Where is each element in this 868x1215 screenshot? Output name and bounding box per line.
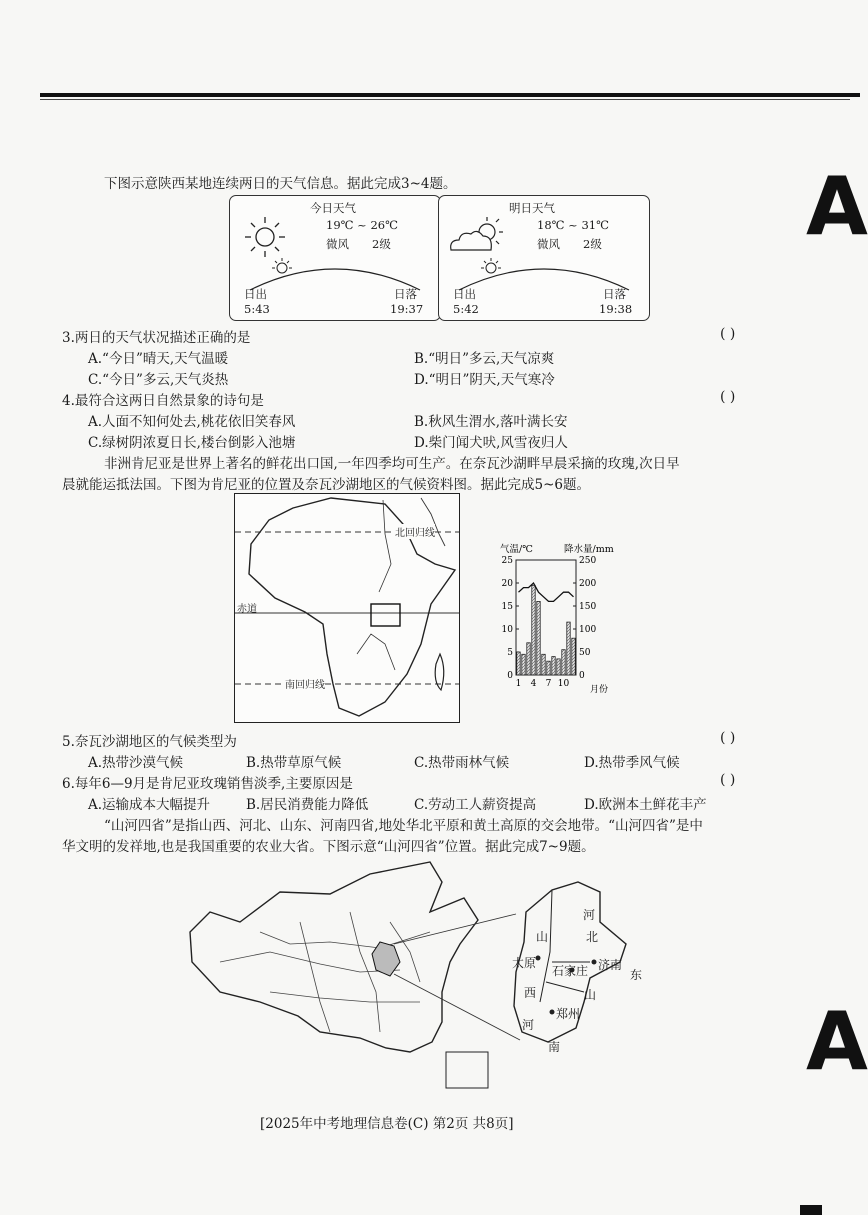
precipitation-bar [572,638,575,675]
label-zhengzhou: 郑州 [556,1007,581,1021]
label-shijiazhuang: 石家庄 [552,964,589,978]
label-shan: 山 [536,930,549,944]
kenya-highlight-box [371,604,400,626]
corner-block [800,1205,822,1215]
weather-title: 今日天气 [310,201,356,215]
precipitation-bar [557,659,560,675]
header-rule [40,93,860,97]
q6-option-c[interactable]: C.劳动工人薪资提高 [414,797,537,813]
q4-option-b[interactable]: B.秋风生渭水,落叶满长安 [414,414,568,430]
q5-option-a[interactable]: A.热带沙漠气候 [88,755,184,771]
intro-shanhe-line1: “山河四省”是指山西、河北、山东、河南四省,地处华北平原和黄土高原的交会地带。“山河四省”是中 [104,818,703,834]
weather-temp: 18℃ ~ 31℃ [537,218,609,232]
partly-cloudy-icon [445,214,509,258]
label-xi: 西 [524,986,537,1000]
tropic-south-label: 南回归线 [285,676,325,691]
weather-wind: 微风 [537,237,560,251]
y-left-tick: 5 [507,648,513,658]
y-left-tick: 0 [507,671,513,681]
precipitation-bar [547,661,550,675]
question-5-stem: 5.奈瓦沙湖地区的气候类型为 [62,734,237,750]
precipitation-bar [537,601,540,675]
y-left-tick: 10 [501,625,513,635]
weather-card-tomorrow [438,195,650,321]
question-3-stem: 3.两日的天气状况描述正确的是 [62,330,251,346]
africa-map [234,493,460,723]
q3-option-a[interactable]: A.“今日”晴天,天气温暖 [88,351,229,367]
precipitation-bar [562,650,565,675]
q3-option-b[interactable]: B.“明日”多云,天气凉爽 [414,351,555,367]
page-footer: [2025年中考地理信息卷(C) 第2页 共8页] [260,1116,514,1132]
weather-title: 明日天气 [509,201,555,215]
precipitation-bar [532,585,535,675]
pointer-line-top [394,914,516,944]
weather-card-today [229,195,441,321]
sunrise-time: 5:42 [453,302,479,316]
weather-level: 2级 [583,237,602,251]
label-he-bei: 河 [583,908,596,922]
y-right-tick: 50 [579,648,591,658]
y-left-tick: 20 [501,579,513,589]
y-right-tick: 150 [579,602,597,612]
side-letter-bottom: A [806,995,868,1088]
sunrise-label: 日出 [244,287,267,301]
intro-weather: 下图示意陕西某地连续两日的天气信息。据此完成3~4题。 [104,176,457,192]
weather-wind: 微风 [326,237,349,251]
x-tick: 1 [515,679,522,689]
label-he-nan: 河 [522,1018,535,1032]
y-right-tick: 200 [579,579,597,589]
precipitation-bar [567,622,570,675]
precipitation-bar [517,652,520,675]
sunrise-label: 日出 [453,287,476,301]
header-rule-thin [40,99,850,100]
chart-ylabel-right: 降水量/mm [564,544,614,555]
label-bei: 北 [586,930,599,944]
precipitation-bar [542,654,545,675]
equator-label: 赤道 [237,604,257,615]
china-outline [190,862,478,1052]
q4-option-d[interactable]: D.柴门闻犬吠,风雪夜归人 [414,435,568,451]
label-jinan: 济南 [598,958,623,972]
question-6-answer-blank[interactable]: ( ) [720,772,736,788]
sunrise-time: 5:43 [244,302,270,316]
label-dong: 东 [630,968,643,982]
side-letter-top: A [806,160,868,253]
sunset-label: 日落 [394,287,417,301]
climate-chart [494,540,616,700]
x-tick: 10 [557,679,570,689]
question-4-stem: 4.最符合这两日自然景象的诗句是 [62,393,264,409]
y-left-tick: 25 [501,556,513,566]
y-right-tick: 100 [579,625,597,635]
label-nan: 南 [548,1040,561,1054]
y-left-tick: 15 [501,602,513,612]
pointer-line-bottom [394,974,520,1040]
y-right-tick: 250 [579,556,597,566]
q3-option-d[interactable]: D.“明日”阴天,天气寒冷 [414,372,555,388]
question-5-answer-blank[interactable]: ( ) [720,730,736,746]
precipitation-bar [527,643,530,675]
chart-xlabel: 月份 [590,685,609,695]
question-4-answer-blank[interactable]: ( ) [720,389,736,405]
weather-level: 2级 [372,237,391,251]
q4-option-a[interactable]: A.人面不知何处去,桃花依旧笑春风 [88,414,296,430]
weather-temp: 19℃ ~ 26℃ [326,218,398,232]
tropic-north-label: 北回归线 [395,524,435,539]
intro-kenya-line2: 晨就能运抵法国。下图为肯尼亚的位置及奈瓦沙湖地区的气候资料图。据此完成5~6题。 [62,477,590,493]
sunset-time: 19:37 [390,302,424,316]
q5-option-d[interactable]: D.热带季风气候 [584,755,680,771]
chart-ylabel-left: 气温/℃ [500,544,533,555]
y-right-tick: 0 [579,671,585,681]
temperature-curve [519,583,574,601]
madagascar [435,654,444,690]
question-3-answer-blank[interactable]: ( ) [720,326,736,342]
q6-option-a[interactable]: A.运输成本大幅提升 [88,797,211,813]
label-taiyuan: 太原 [512,956,537,970]
x-tick: 7 [545,679,552,689]
q5-option-c[interactable]: C.热带雨林气候 [414,755,510,771]
intro-kenya-line1: 非洲肯尼亚是世界上著名的鲜花出口国,一年四季均可生产。在奈瓦沙湖畔早晨采摘的玫瑰,次日早 [104,456,680,472]
label-shan-sd: 山 [584,988,597,1002]
q6-option-b[interactable]: B.居民消费能力降低 [246,797,369,813]
x-tick: 4 [530,679,537,689]
intro-shanhe-line2: 华文明的发祥地,也是我国重要的农业大省。下图示意“山河四省”位置。据此完成7~9题。 [62,839,595,855]
q5-option-b[interactable]: B.热带草原气候 [246,755,342,771]
precipitation-bar [522,654,525,675]
south-china-sea-inset [446,1052,488,1088]
q3-option-c[interactable]: C.“今日”多云,天气炎热 [88,372,229,388]
sunset-label: 日落 [603,287,626,301]
precipitation-bar [552,657,555,675]
question-6-stem: 6.每年6—9月是肯尼亚玫瑰销售淡季,主要原因是 [62,776,353,792]
q6-option-d[interactable]: D.欧洲本土鲜花丰产 [584,797,707,813]
sunset-time: 19:38 [599,302,633,316]
q4-option-c[interactable]: C.绿树阴浓夏日长,楼台倒影入池塘 [88,435,296,451]
